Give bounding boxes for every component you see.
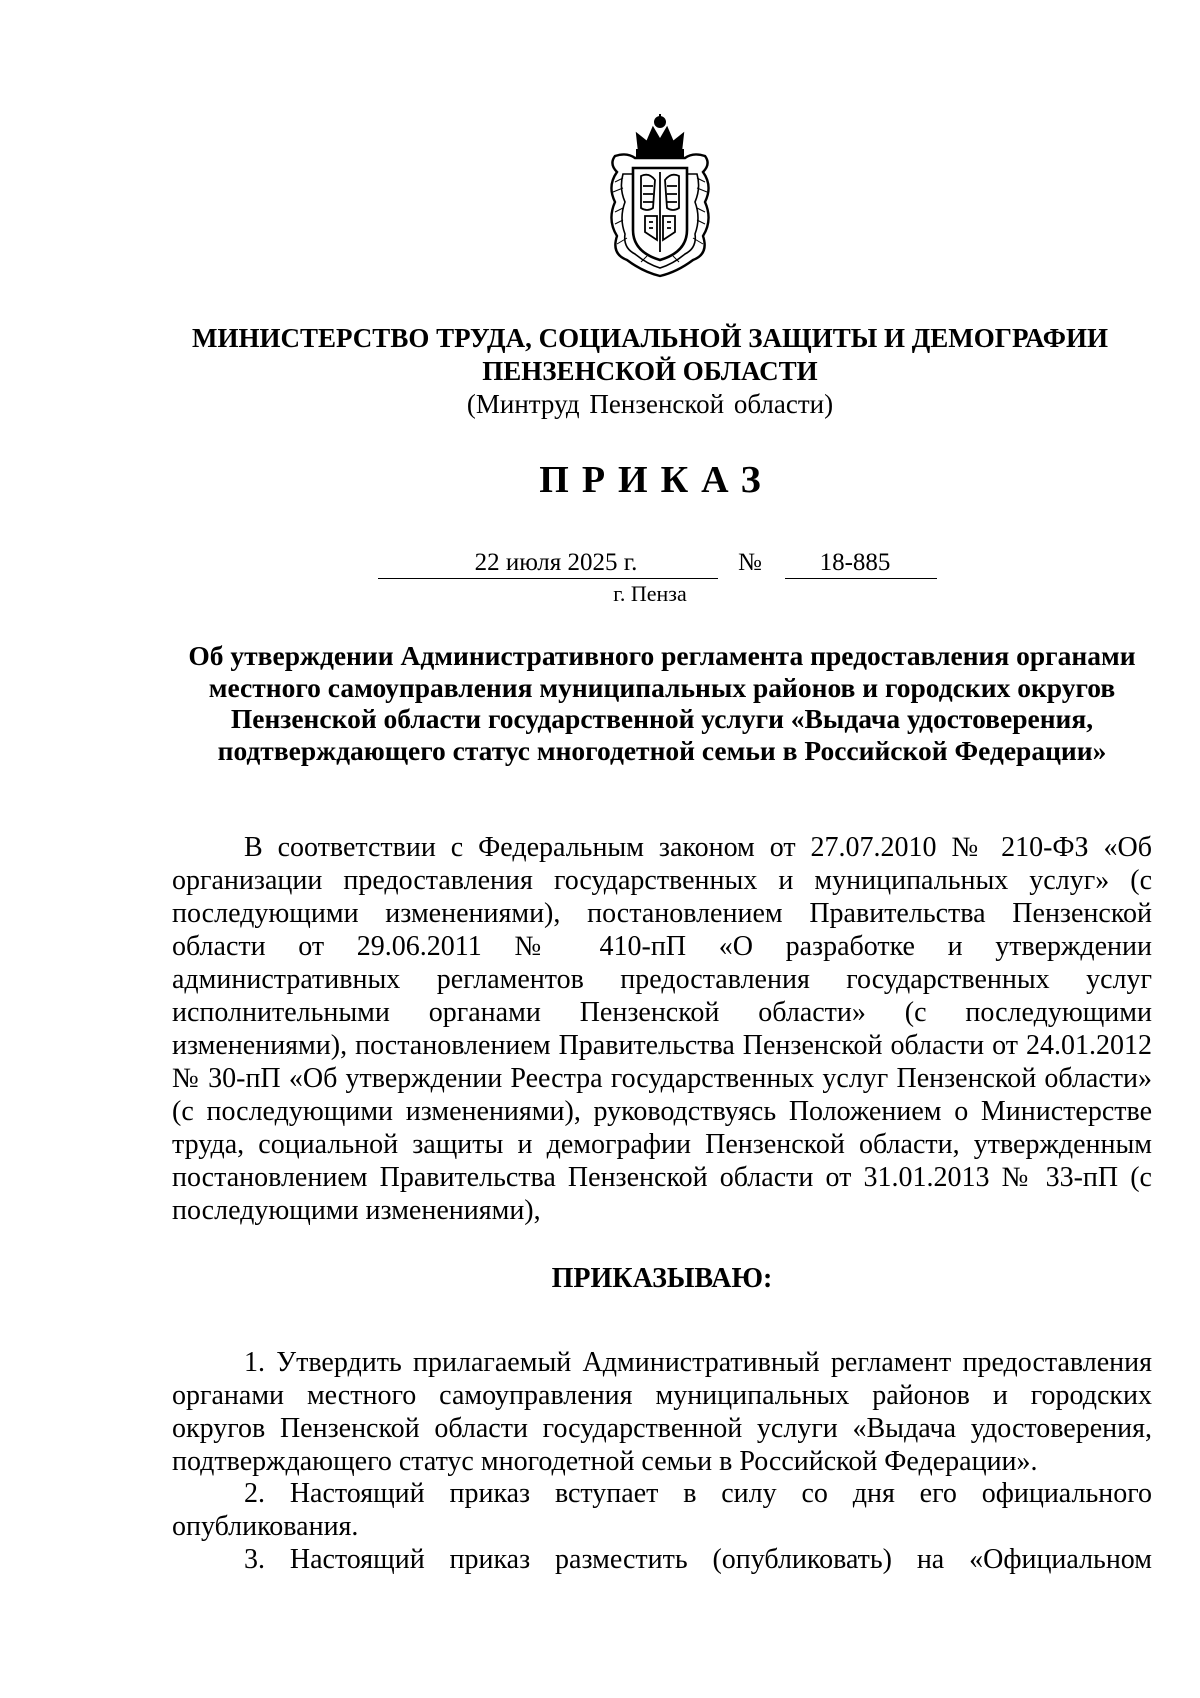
ministry-name: МИНИСТЕРСТВО ТРУДА, СОЦИАЛЬНОЙ ЗАЩИТЫ И ДЕМОГРАФИИ ПЕНЗЕНСКОЙ ОБЛАСТИ: [191, 323, 1108, 386]
document-number: 18-885: [785, 549, 937, 579]
order-item-1: 1. Утвердить прилагаемый Административный регламент предоставления органами местного самоуправления муниципальных районов и городских округов Пензенской области государственной услуги «Выдача удостоверения, подтверждающего статус многодетной семьи в Российской Федерации».: [172, 1347, 1152, 1477]
document-type-heading: ПРИКАЗ: [539, 459, 774, 501]
number-sign: №: [738, 549, 762, 576]
document-city: г. Пенза: [613, 581, 687, 606]
preamble-paragraph: В соответствии с Федеральным законом от 27.07.2010 № 210-ФЗ «Об организации предоставления государственных и муниципальных услуг» (с последующими изменениями), постановлением Правительства Пензенской области от 29.06.2011 № 410-пП «О разработке и утверждении административных регламентов предоставления государственных услуг исполнительными органами Пензенской области» (с последующими изменениями), постановлением Правительства Пензенской области от 24.01.2012 № 30-пП «Об утверждении Реестра государственных услуг Пензенской области» (с последующими изменениями), руководствуясь Положением о Министерстве труда, социальной защиты и демографии Пензенской области, утвержденным постановлением Правительства Пензенской области от 31.01.2013 № 33-пП (с последующими изменениями),: [172, 832, 1152, 1226]
order-item-2: 2. Настоящий приказ вступает в силу со дня его официального опубликования.: [172, 1478, 1152, 1542]
ministry-short-name: (Минтруд Пензенской области): [466, 389, 834, 419]
coat-of-arms-icon: [601, 112, 719, 280]
document-date: 22 июля 2025 г.: [378, 549, 718, 579]
document-title: Об утверждении Административного регламента предоставления органами местного самоуправления муниципальных районов и городских округов Пензенской области государственной услуги «Выдача удостоверения, подтверждающего статус многодетной семьи в Российской Федерации»: [188, 640, 1136, 766]
order-word: ПРИКАЗЫВАЮ:: [551, 1263, 773, 1294]
order-item-3: 3. Настоящий приказ разместить (опубликовать) на «Официальном: [244, 1544, 1152, 1575]
